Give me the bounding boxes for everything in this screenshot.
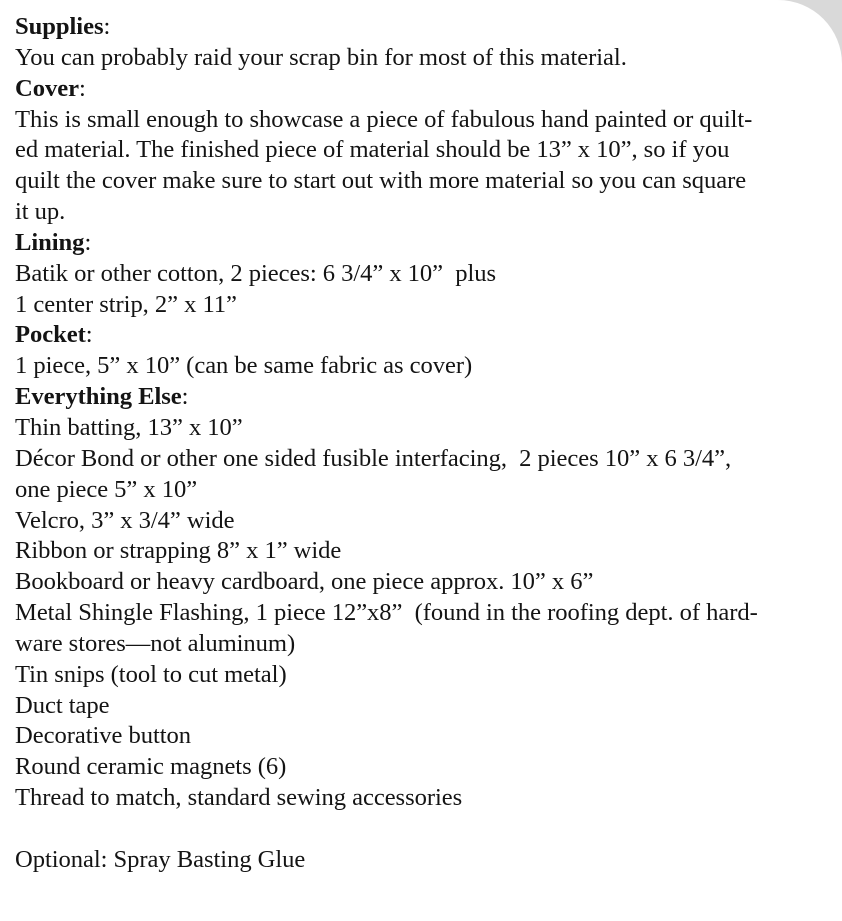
text-line: quilt the cover make sure to start out with more material so you can square bbox=[15, 167, 747, 195]
list-item: Round ceramic magnets (6) bbox=[15, 753, 287, 781]
blank-line bbox=[15, 814, 835, 845]
section-heading-everything-else: Everything Else: bbox=[15, 383, 189, 411]
list-item: Decorative button bbox=[15, 722, 192, 750]
text-line: ed material. The finished piece of material should be 13” x 10”, so if you bbox=[15, 136, 730, 164]
list-item: Thread to match, standard sewing accessories bbox=[15, 784, 463, 812]
section-heading-pocket: Pocket: bbox=[15, 321, 93, 349]
text-line: it up. bbox=[15, 198, 66, 226]
text-line: This is small enough to showcase a piece of fabulous hand painted or quilt- bbox=[15, 105, 753, 133]
list-item: Bookboard or heavy cardboard, one piece approx. 10” x 6” bbox=[15, 568, 594, 596]
text-line: You can probably raid your scrap bin for most of this material. bbox=[15, 43, 627, 71]
list-item: Tin snips (tool to cut metal) bbox=[15, 660, 287, 688]
section-heading-lining: Lining: bbox=[15, 228, 92, 256]
list-item: Duct tape bbox=[15, 691, 110, 719]
list-item: Thin batting, 13” x 10” bbox=[15, 413, 243, 441]
list-item: one piece 5” x 10” bbox=[15, 475, 198, 503]
supplies-list bbox=[15, 12, 835, 876]
list-item: ware stores—not aluminum) bbox=[15, 629, 296, 657]
list-item: Velcro, 3” x 3/4” wide bbox=[15, 506, 235, 534]
list-item: Metal Shingle Flashing, 1 piece 12”x8” (found in the roofing dept. of hard- bbox=[15, 599, 758, 627]
text-line: 1 piece, 5” x 10” (can be same fabric as cover) bbox=[15, 352, 473, 380]
optional-note: Optional: Spray Basting Glue bbox=[15, 845, 306, 873]
text-line: Batik or other cotton, 2 pieces: 6 3/4” x 10” plus bbox=[15, 259, 497, 287]
section-heading-cover: Cover: bbox=[15, 74, 86, 102]
list-item: Ribbon or strapping 8” x 1” wide bbox=[15, 537, 342, 565]
text-line: 1 center strip, 2” x 11” bbox=[15, 290, 237, 318]
list-item: Décor Bond or other one sided fusible interfacing, 2 pieces 10” x 6 3/4”, bbox=[15, 444, 732, 472]
section-heading-supplies: Supplies: bbox=[15, 13, 111, 40]
